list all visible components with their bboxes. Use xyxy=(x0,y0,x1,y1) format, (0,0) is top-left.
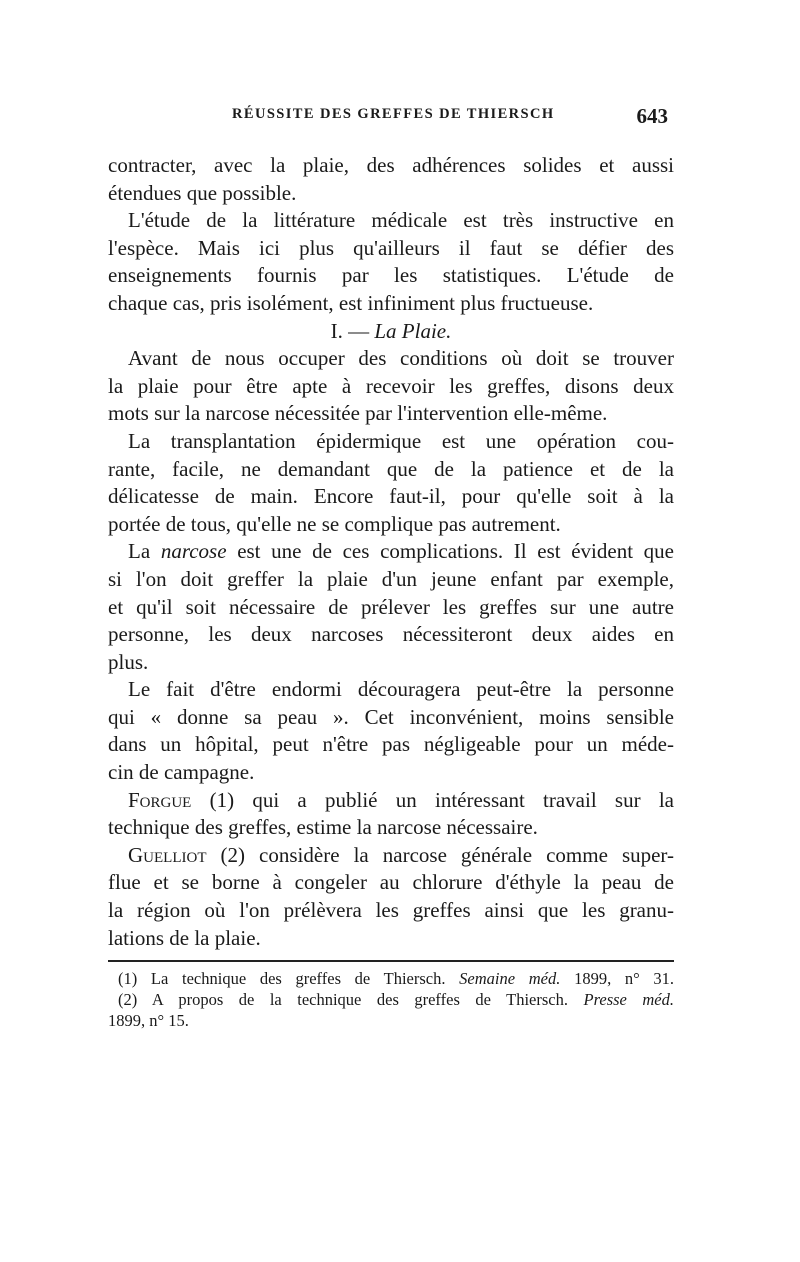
footnote-2-continued: 1899, n° 15. xyxy=(108,1011,189,1030)
text-line: mots sur la narcose nécessitée par l'intervention elle-même. xyxy=(108,401,608,426)
section-number: I. — xyxy=(330,318,370,343)
footnote-divider xyxy=(108,960,674,962)
paragraph-5 xyxy=(108,538,674,676)
page-number: 643 xyxy=(636,104,668,128)
text-line: étendues que possible. xyxy=(108,180,297,205)
text-line xyxy=(108,787,674,815)
paragraph-2 xyxy=(108,207,674,317)
text-line: Le fait d'être endormi découragera peut-être la personne xyxy=(128,677,674,702)
paragraph-4 xyxy=(108,428,674,538)
journal-title: Presse méd. xyxy=(583,990,674,1009)
text-line: chaque cas, pris isolément, est infiniment plus fructueuse. xyxy=(108,290,594,315)
text-fragment: La xyxy=(128,539,151,564)
italic-term: narcose xyxy=(160,539,227,564)
text-line: la région où l'on prélèvera les greffes ainsi que les granu- xyxy=(108,898,674,923)
paragraph-1 xyxy=(108,152,674,207)
text-line: contracter, avec la plaie, des adhérences solides et aussi xyxy=(108,153,674,177)
paragraph-6 xyxy=(108,676,674,786)
page-header xyxy=(108,104,668,138)
text-line: la plaie pour être apte à recevoir les greffes, disons deux xyxy=(108,373,674,398)
footnote-text: (1) La technique des greffes de Thiersch. xyxy=(118,969,446,988)
footnote-1 xyxy=(108,968,674,989)
text-line: plus. xyxy=(108,649,149,674)
footnotes xyxy=(108,968,674,1031)
text-line xyxy=(108,842,674,870)
text-fragment: est une de ces complications. Il est évident que xyxy=(237,539,674,564)
text-line: L'étude de la littérature médicale est très instructive en xyxy=(128,208,674,233)
text-line: enseignements fournis par les statistiques. L'étude de xyxy=(108,263,674,288)
footnote-text: (2) A propos de la technique des greffes de Thiersch. xyxy=(118,990,568,1009)
text-line: qui « donne sa peau ». Cet inconvénient, moins sensible xyxy=(108,704,674,729)
text-line: La transplantation épidermique est une opération cou- xyxy=(128,428,674,453)
paragraph-7 xyxy=(108,787,674,842)
text-line: lations de la plaie. xyxy=(108,925,261,950)
text-line: délicatesse de main. Encore faut-il, pour qu'elle soit à la xyxy=(108,484,674,509)
text-line: rante, facile, ne demandant que de la patience et de la xyxy=(108,456,674,481)
journal-title: Semaine méd. xyxy=(459,969,561,988)
text-line xyxy=(108,538,674,566)
text-line: et qu'il soit nécessaire de prélever les greffes sur une autre xyxy=(108,594,674,619)
text-line: dans un hôpital, peut n'être pas négligeable pour un méde- xyxy=(108,732,674,757)
text-line: si l'on doit greffer la plaie d'un jeune enfant par exemple, xyxy=(108,566,674,591)
text-line: Avant de nous occuper des conditions où doit se trouver xyxy=(128,346,674,371)
text-fragment: (1) qui a publié un intéressant travail sur la xyxy=(209,787,674,812)
text-line: cin de campagne. xyxy=(108,760,255,785)
text-line: portée de tous, qu'elle ne se complique pas autrement. xyxy=(108,511,561,536)
text-line: personne, les deux narcoses nécessiteront deux aides en xyxy=(108,622,674,647)
text-line: l'espèce. Mais ici plus qu'ailleurs il faut se défier des xyxy=(108,235,674,260)
section-title: La Plaie. xyxy=(374,318,452,343)
paragraph-3 xyxy=(108,345,674,428)
footnote-2 xyxy=(108,989,674,1010)
footnote-text: 1899, n° 31. xyxy=(574,969,674,988)
paragraph-8 xyxy=(108,842,674,952)
body-text xyxy=(108,152,674,952)
running-title: RÉUSSITE DES GREFFES DE THIERSCH xyxy=(232,106,555,122)
author-name: Guelliot xyxy=(128,842,207,867)
text-fragment: (2) considère la narcose générale comme super- xyxy=(220,842,674,867)
author-name: Forgue xyxy=(128,787,192,812)
text-line: flue et se borne à congeler au chlorure d'éthyle la peau de xyxy=(108,870,674,895)
text-line: technique des greffes, estime la narcose nécessaire. xyxy=(108,815,538,840)
section-heading xyxy=(108,318,674,346)
